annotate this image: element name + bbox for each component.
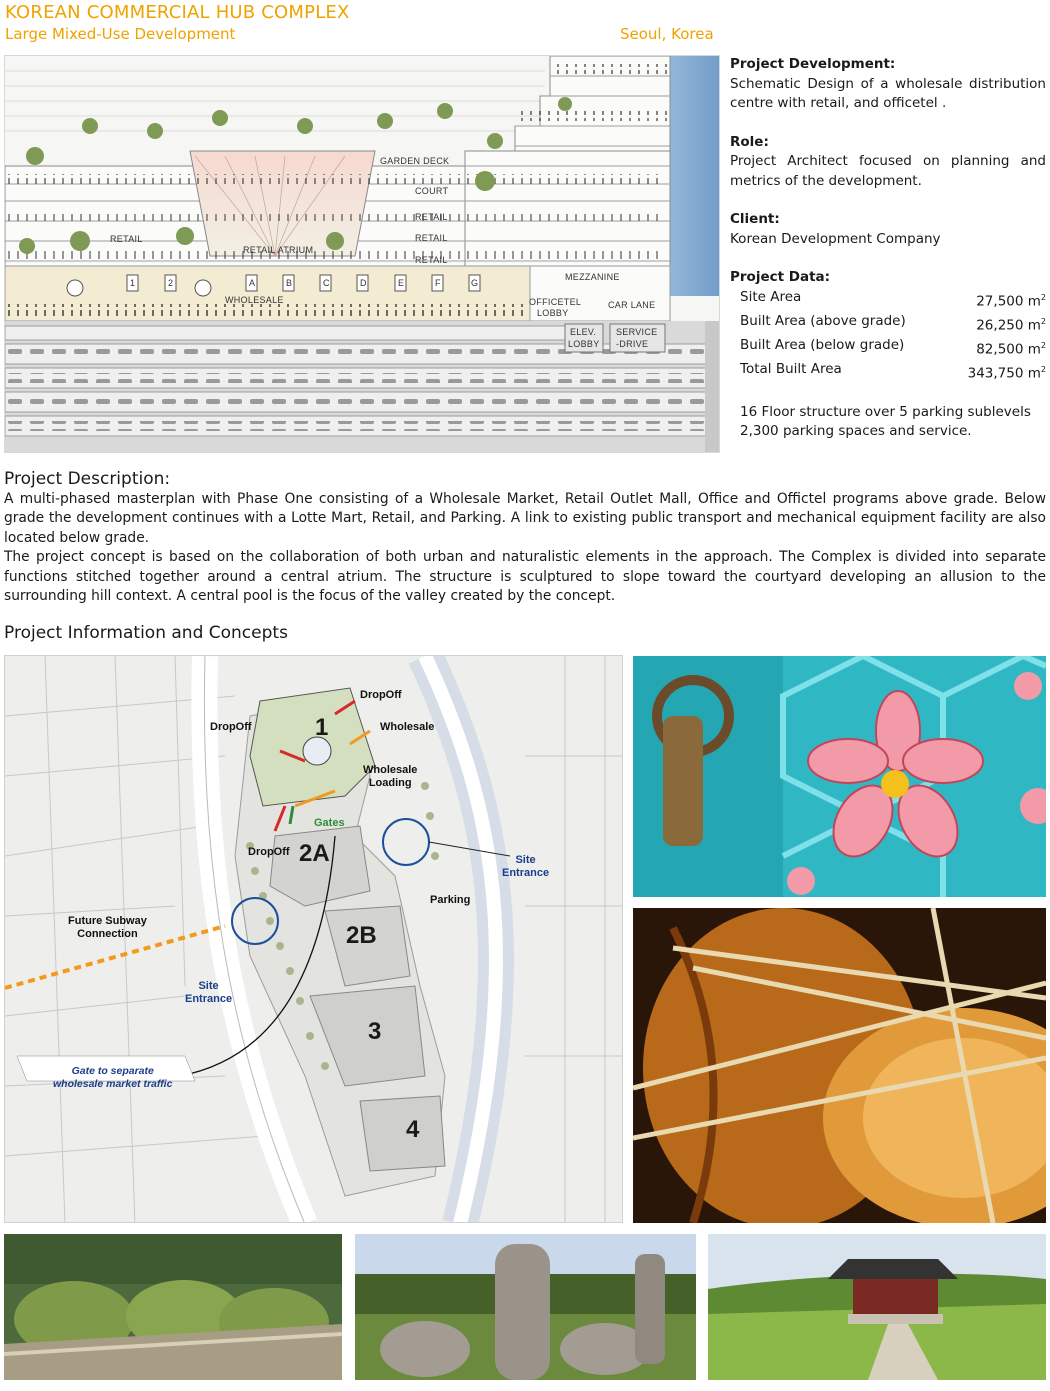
label-gate-note: Gate to separate wholesale market traffic: [53, 1065, 173, 1090]
structure-line: 16 Floor structure over 5 parking sublevels: [740, 403, 1031, 420]
bay-label: C: [323, 278, 330, 288]
description-body: [4, 490, 1046, 606]
section-label-court: COURT: [415, 186, 449, 196]
label-wholesale: Wholesale: [380, 721, 435, 733]
data-label: Built Area (below grade): [740, 336, 905, 353]
section-label-wholesale: WHOLESALE: [225, 295, 284, 305]
section-label-retail-3: RETAIL: [415, 255, 448, 265]
label-site-entrance-right: Site Entrance: [502, 854, 550, 879]
photo-door-ornament: [633, 656, 1046, 897]
project-location: Seoul, Korea: [620, 25, 714, 43]
bay-label: A: [249, 278, 256, 288]
bay-label: D: [360, 278, 367, 288]
project-subtitle: Large Mixed-Use Development: [5, 25, 236, 43]
client-text: Korean Development Company: [730, 230, 941, 247]
label-parking: Parking: [430, 894, 471, 906]
parking-line: 2,300 parking spaces and service.: [740, 423, 972, 439]
data-label: Total Built Area: [740, 360, 842, 377]
photo-stone-statues: [355, 1234, 696, 1380]
building-section-drawing: [4, 55, 720, 453]
bay-label: B: [286, 278, 293, 288]
role-heading: Role:: [730, 133, 769, 150]
bay-label: E: [398, 278, 405, 288]
section-label-drive: -DRIVE: [616, 339, 649, 349]
concepts-heading: Project Information and Concepts: [4, 623, 288, 643]
data-label: Built Area (above grade): [740, 312, 906, 329]
photo-drum: [633, 908, 1046, 1223]
data-value: 26,250 $m^2$: [976, 316, 1046, 333]
section-label-lobby: LOBBY: [537, 308, 569, 318]
description-paragraph: A multi-phased masterplan with Phase One consisting of a Wholesale Market, Retail Outlet Mall, Office and Offictel programs above grade. Below grade the development continues with a Lotte Mart, Retail, and Parking. A link to existing public transport and mechanical equipment facility are also located below grade.: [4, 491, 1046, 546]
bay-label: G: [471, 278, 479, 288]
phase-2b-label: 2B: [346, 922, 377, 949]
label-dropoff-bottom: DropOff: [248, 846, 290, 858]
section-label-elev-lobby: LOBBY: [568, 339, 600, 349]
section-illustration: [5, 56, 720, 453]
project-title: KOREAN COMMERCIAL HUB COMPLEX: [5, 2, 350, 23]
section-label-elev: ELEV.: [570, 327, 597, 337]
data-row: [730, 288, 1046, 312]
site-plan-map: [4, 655, 623, 1223]
bay-label: 1: [130, 278, 136, 288]
photo-royal-tombs: [4, 1234, 342, 1380]
label-wholesale-loading: Wholesale Loading: [363, 764, 418, 789]
role-text: Project Architect focused on planning and metrics of the development.: [730, 153, 1046, 189]
data-value: 343,750 $m^2$: [967, 364, 1046, 381]
phase-1-label: 1: [315, 714, 329, 741]
section-label-retail-atrium: RETAIL ATRIUM: [243, 245, 314, 255]
project-info-panel: [730, 55, 1046, 442]
section-label-retail-left: RETAIL: [110, 234, 143, 244]
section-label-retail-2: RETAIL: [415, 233, 448, 243]
section-label-car-lane: CAR LANE: [608, 300, 656, 310]
data-row: [730, 336, 1046, 360]
data-label: Site Area: [740, 288, 802, 305]
label-gates: Gates: [314, 817, 345, 829]
photo-shrine: [708, 1234, 1046, 1380]
description-heading: Project Description:: [4, 469, 171, 489]
data-row: [730, 312, 1046, 336]
label-dropoff-left: DropOff: [210, 721, 252, 733]
data-heading: Project Data:: [730, 269, 831, 285]
development-text: Schematic Design of a wholesale distribution centre with retail, and officetel .: [730, 75, 1046, 111]
phase-4-label: 4: [406, 1116, 420, 1143]
data-row: [730, 360, 1046, 384]
phase-3-label: 3: [368, 1018, 382, 1045]
phase-2a-label: 2A: [299, 840, 330, 867]
section-label-garden-deck: GARDEN DECK: [380, 156, 450, 166]
section-label-service: SERVICE: [616, 327, 658, 337]
data-value: 27,500 $m^2$: [976, 292, 1046, 309]
label-site-entrance-left: Site Entrance: [185, 980, 233, 1005]
description-paragraph: The project concept is based on the collaboration of both urban and naturalistic elements in the approach. The Complex is divided into separate functions stitched together around a central atrium. The structure is sculptured to slope toward the courtyard developing an allusion to the surrounding hill context. A central pool is the focus of the valley created by the concept.: [4, 549, 1046, 605]
label-future-subway: Future Subway Connection: [68, 915, 147, 940]
development-heading: Project Development:: [730, 56, 896, 72]
section-label-officetel: OFFICETEL: [529, 297, 582, 307]
bay-label: F: [435, 278, 441, 288]
label-dropoff-top: DropOff: [360, 689, 402, 701]
section-label-mezzanine: MEZZANINE: [565, 272, 620, 282]
section-label-retail-1: RETAIL: [415, 212, 448, 222]
bay-label: 2: [168, 278, 174, 288]
data-value: 82,500 $m^2$: [976, 340, 1046, 357]
client-heading: Client:: [730, 211, 780, 227]
